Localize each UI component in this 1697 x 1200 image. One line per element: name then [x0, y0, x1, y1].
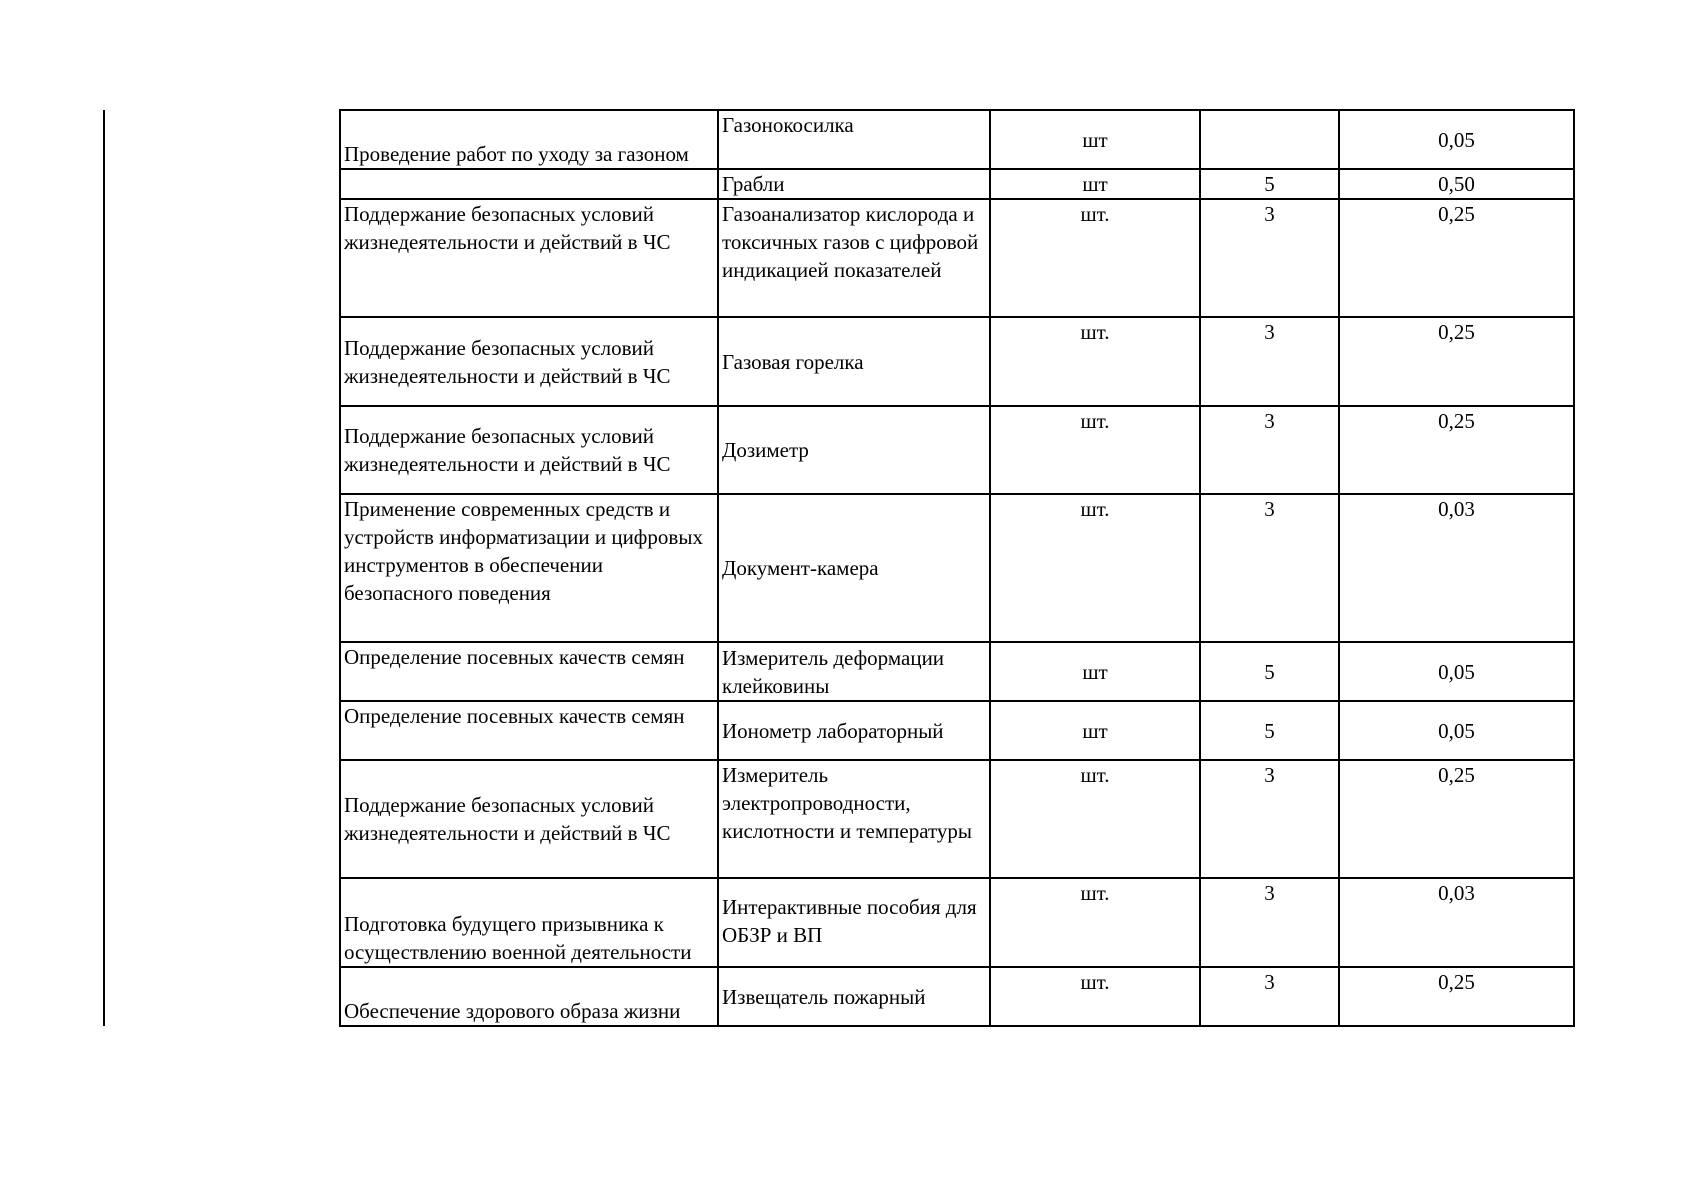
- norm-cell: 0,05: [1339, 701, 1574, 760]
- margin-line: [103, 110, 105, 1026]
- unit-cell: шт.: [990, 317, 1200, 406]
- quantity-cell: 5: [1200, 169, 1339, 199]
- unit-cell: шт.: [990, 494, 1200, 642]
- quantity-cell: 5: [1200, 642, 1339, 701]
- table-row: [340, 701, 1574, 760]
- table-row: [340, 199, 1574, 317]
- equipment-cell: Извещатель пожарный: [718, 967, 990, 1026]
- table-row: [340, 110, 1574, 169]
- norm-cell: 0,03: [1339, 494, 1574, 642]
- activity-cell: Поддержание безопасных условий жизнедеятельности и действий в ЧС: [340, 406, 718, 494]
- norm-cell: 0,05: [1339, 642, 1574, 701]
- equipment-cell: Документ-камера: [718, 494, 990, 642]
- quantity-cell: 5: [1200, 701, 1339, 760]
- quantity-cell: [1200, 110, 1339, 169]
- table-row: [340, 760, 1574, 878]
- unit-cell: шт: [990, 642, 1200, 701]
- quantity-cell: 3: [1200, 760, 1339, 878]
- equipment-cell: Грабли: [718, 169, 990, 199]
- activity-cell: Определение посевных качеств семян: [340, 701, 718, 760]
- activity-cell: Поддержание безопасных условий жизнедеятельности и действий в ЧС: [340, 760, 718, 878]
- activity-cell: Обеспечение здорового образа жизни: [340, 967, 718, 1026]
- equipment-cell: Газоанализатор кислорода и токсичных газов с цифровой индикацией показателей: [718, 199, 990, 317]
- unit-cell: шт: [990, 701, 1200, 760]
- norm-cell: 0,25: [1339, 199, 1574, 317]
- equipment-cell: Газовая горелка: [718, 317, 990, 406]
- table-row: [340, 878, 1574, 967]
- table-row: [340, 169, 1574, 199]
- table-row: [340, 406, 1574, 494]
- equipment-cell: Иономeтр лабораторный: [718, 701, 990, 760]
- norm-cell: 0,50: [1339, 169, 1574, 199]
- quantity-cell: 3: [1200, 878, 1339, 967]
- equipment-cell: Измеритель электропроводности, кислотности и температуры: [718, 760, 990, 878]
- activity-cell: Определение посевных качеств семян: [340, 642, 718, 701]
- norm-cell: 0,05: [1339, 110, 1574, 169]
- unit-cell: шт.: [990, 760, 1200, 878]
- equipment-cell: Измеритель деформации клейковины: [718, 642, 990, 701]
- norm-cell: 0,25: [1339, 967, 1574, 1026]
- quantity-cell: 3: [1200, 494, 1339, 642]
- table-row: [340, 642, 1574, 701]
- quantity-cell: 3: [1200, 967, 1339, 1026]
- unit-cell: шт.: [990, 967, 1200, 1026]
- activity-cell: Поддержание безопасных условий жизнедеятельности и действий в ЧС: [340, 317, 718, 406]
- table-row: [340, 317, 1574, 406]
- norm-cell: 0,03: [1339, 878, 1574, 967]
- activity-cell: Применение современных средств и устройств информатизации и цифровых инструментов в обеспечении безопасного поведения: [340, 494, 718, 642]
- unit-cell: шт: [990, 110, 1200, 169]
- activity-cell: Подготовка будущего призывника к осуществлению военной деятельности: [340, 878, 718, 967]
- table-row: [340, 967, 1574, 1026]
- unit-cell: шт.: [990, 878, 1200, 967]
- norm-cell: 0,25: [1339, 406, 1574, 494]
- norm-cell: 0,25: [1339, 317, 1574, 406]
- equipment-cell: Газонокосилка: [718, 110, 990, 169]
- quantity-cell: 3: [1200, 199, 1339, 317]
- unit-cell: шт.: [990, 199, 1200, 317]
- norm-cell: 0,25: [1339, 760, 1574, 878]
- unit-cell: шт: [990, 169, 1200, 199]
- activity-cell: Поддержание безопасных условий жизнедеятельности и действий в ЧС: [340, 199, 718, 317]
- activity-cell: Проведение работ по уходу за газоном: [340, 110, 718, 169]
- equipment-cell: Интерактивные пособия для ОБЗР и ВП: [718, 878, 990, 967]
- quantity-cell: 3: [1200, 317, 1339, 406]
- table-row: [340, 494, 1574, 642]
- equipment-table: [339, 109, 1575, 1027]
- equipment-cell: Дозиметр: [718, 406, 990, 494]
- quantity-cell: 3: [1200, 406, 1339, 494]
- activity-cell: [340, 169, 718, 199]
- unit-cell: шт.: [990, 406, 1200, 494]
